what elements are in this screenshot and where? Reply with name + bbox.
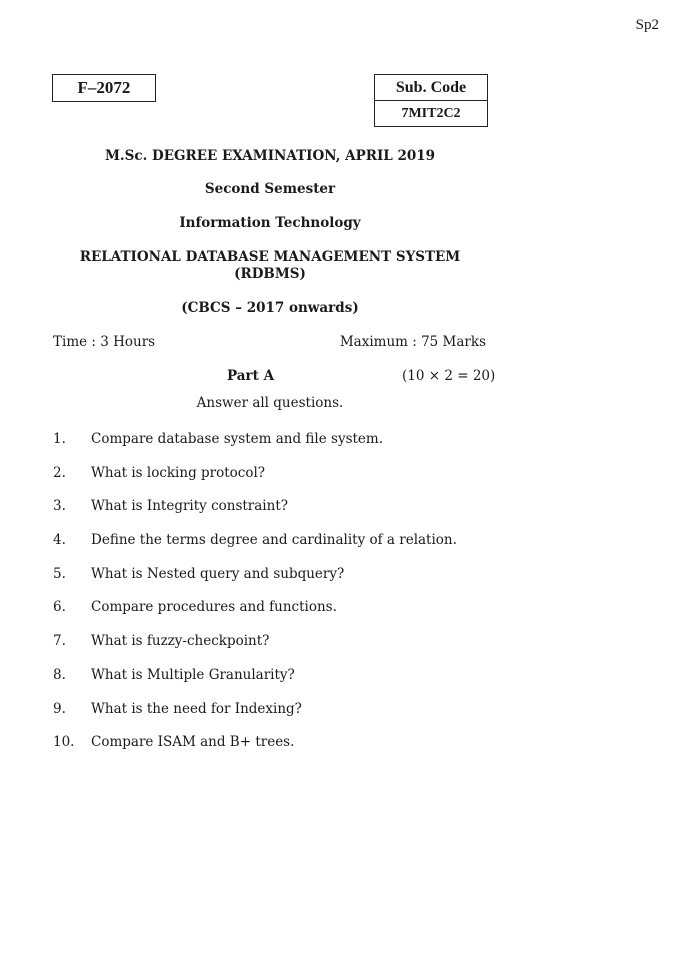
question-number: 5. — [53, 565, 66, 582]
time-allowed: Time : 3 Hours — [53, 334, 156, 350]
paper-code: F–2072 — [77, 78, 131, 97]
subject-code-label: Sub. Code — [375, 75, 487, 101]
part-marks: (10 × 2 = 20) — [402, 368, 496, 384]
instruction: Answer all questions. — [196, 395, 344, 411]
exam-title: M.Sc. DEGREE EXAMINATION, APRIL 2019 — [104, 148, 436, 164]
question-number: 4. — [53, 532, 66, 549]
question-number: 9. — [53, 700, 66, 717]
question-text: What is fuzzy-checkpoint? — [91, 633, 270, 650]
question-item — [53, 734, 457, 768]
time-marks-row — [53, 334, 486, 350]
page-label: Sp2 — [635, 17, 659, 33]
question-item — [53, 667, 457, 701]
question-number: 6. — [53, 599, 66, 616]
department: Information Technology — [179, 215, 361, 231]
subject-code-value: 7MIT2C2 — [401, 105, 461, 121]
question-item — [53, 599, 457, 633]
question-text: Compare procedures and functions. — [91, 599, 337, 616]
subject-code-box — [374, 74, 488, 127]
question-number: 2. — [53, 464, 66, 481]
question-number: 10. — [53, 734, 75, 751]
course-abbr: (RDBMS) — [234, 266, 306, 282]
question-text: Define the terms degree and cardinality of a relation. — [91, 532, 457, 549]
question-text: What is Nested query and subquery? — [91, 565, 345, 582]
question-item — [53, 633, 457, 667]
question-item — [53, 465, 457, 499]
question-text: What is the need for Indexing? — [91, 700, 302, 717]
question-number: 1. — [53, 431, 66, 447]
part-title: Part A — [227, 368, 275, 384]
question-number: 3. — [53, 498, 66, 515]
question-text: What is locking protocol? — [91, 464, 266, 481]
question-text: Compare ISAM and B+ trees. — [91, 734, 295, 751]
question-item — [53, 431, 457, 465]
question-number: 8. — [53, 666, 66, 683]
question-item — [53, 498, 457, 532]
question-text: What is Integrity constraint? — [91, 498, 288, 515]
course-title: RELATIONAL DATABASE MANAGEMENT SYSTEM — [79, 249, 461, 265]
semester: Second Semester — [204, 181, 336, 197]
question-item — [53, 532, 457, 566]
question-text: Compare database system and file system. — [91, 431, 384, 447]
scheme: (CBCS – 2017 onwards) — [181, 300, 359, 316]
question-number: 7. — [53, 633, 66, 650]
question-item — [53, 566, 457, 600]
question-text: What is Multiple Granularity? — [91, 666, 295, 683]
paper-code-box — [52, 74, 156, 102]
question-list — [53, 431, 457, 768]
question-item — [53, 701, 457, 735]
maximum-marks: Maximum : 75 Marks — [339, 334, 486, 350]
